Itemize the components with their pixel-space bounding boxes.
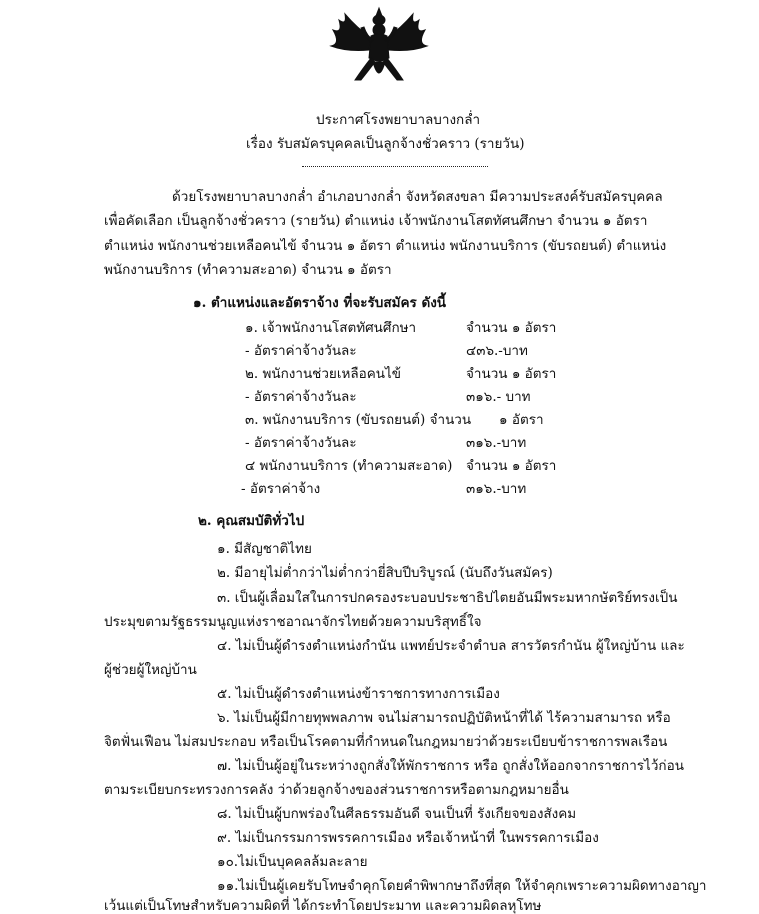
position-count: ๑ อัตรา (499, 412, 544, 428)
garuda-emblem-icon (327, 6, 432, 86)
qualification-item: ๙. ไม่เป็นกรรมการพรรคการเมือง หรือเจ้าหน้าที่ ในพรรคการเมือง (217, 830, 599, 846)
section1-heading: ๑. ตำแหน่งและอัตราจ้าง ที่จะรับสมัคร ดังนี้ (193, 295, 447, 311)
announcement-subject: เรื่อง รับสมัครบุคคลเป็นลูกจ้างชั่วคราว (รายวัน) (246, 136, 525, 152)
qualification-item: ๔. ไม่เป็นผู้ดำรงตำแหน่งกำนัน แพทย์ประจำตำบล สารวัตรกำนัน ผู้ใหญ่บ้าน และ (217, 638, 685, 654)
qualification-item: ๒. มีอายุไม่ต่ำกว่าไม่ต่ำกว่ายี่สิบปีบริบูรณ์ (นับถึงวันสมัคร) (217, 565, 553, 581)
position-name: ๑. เจ้าพนักงานโสตทัศนศึกษา (245, 320, 417, 336)
intro-line: ตำแหน่ง พนักงานช่วยเหลือคนไข้ จำนวน ๑ อัตรา ตำแหน่ง พนักงานบริการ (ขับรถยนต์) ตำแหน่ง (104, 238, 667, 254)
intro-line: เพื่อคัดเลือก เป็นลูกจ้างชั่วคราว (รายวัน) ตำแหน่ง เจ้าพนักงานโสตทัศนศึกษา จำนวน ๑ อัตรา (104, 213, 648, 229)
qualification-item: จิตฟั่นเฟือน ไม่สมประกอบ หรือเป็นโรคตามที่กำหนดในกฎหมายว่าด้วยระเบียบข้าราชการพลเรือน (104, 734, 668, 750)
qualification-item: ผู้ช่วยผู้ใหญ่บ้าน (104, 662, 197, 678)
section2-heading: ๒. คุณสมบัติทั่วไป (198, 513, 305, 529)
rate-label: - อัตราค่าจ้างวันละ (245, 389, 357, 405)
qualification-item: ประมุขตามรัฐธรรมนูญแห่งราชอาณาจักรไทยด้วยความบริสุทธิ์ใจ (104, 614, 482, 630)
qualification-item: ๑. มีสัญชาติไทย (217, 541, 312, 557)
qualification-item: ๕. ไม่เป็นผู้ดำรงตำแหน่งข้าราชการทางการเมือง (217, 686, 500, 702)
qualification-item: ๗. ไม่เป็นผู้อยู่ในระหว่างถูกสั่งให้พักราชการ หรือ ถูกสั่งให้ออกจากราชการไว้ก่อน (217, 758, 684, 774)
rate-value: ๓๑๖.- บาท (466, 389, 531, 405)
qualification-item: ๑๐.ไม่เป็นบุคคลล้มละลาย (217, 854, 368, 870)
qualification-item: ๘. ไม่เป็นผู้บกพร่องในศีลธรรมอันดี จนเป็นที่ รังเกียจของสังคม (217, 806, 577, 822)
position-count: จำนวน ๑ อัตรา (466, 458, 557, 474)
position-count: จำนวน ๑ อัตรา (466, 366, 557, 382)
intro-line: พนักงานบริการ (ทำความสะอาด) จำนวน ๑ อัตรา (104, 262, 392, 278)
rate-label: - อัตราค่าจ้างวันละ (245, 435, 357, 451)
position-count: จำนวน ๑ อัตรา (466, 320, 557, 336)
rate-label: - อัตราค่าจ้าง (241, 481, 321, 497)
rate-value: ๓๑๖.-บาท (466, 481, 527, 497)
rate-value: ๔๓๖.-บาท (466, 343, 528, 359)
qualification-item: เว้นแต่เป็นโทษสำหรับความผิดที่ ได้กระทำโดยประมาท และความผิดลหุโทษ (104, 898, 542, 914)
announcement-title: ประกาศโรงพยาบาลบางกล่ำ (316, 112, 481, 128)
rate-label: - อัตราค่าจ้างวันละ (245, 343, 357, 359)
intro-line: ด้วยโรงพยาบาลบางกล่ำ อำเภอบางกล่ำ จังหวัดสงขลา มีความประสงค์รับสมัครบุคคล (172, 189, 663, 205)
qualification-item: ตามระเบียบกระทรวงการคลัง ว่าด้วยลูกจ้างของส่วนราชการหรือตามกฎหมายอื่น (104, 782, 569, 798)
qualification-item: ๓. เป็นผู้เลื่อมใสในการปกครองระบอบประชาธิปไตยอันมีพระมหากษัตริย์ทรงเป็น (217, 590, 678, 606)
divider (302, 166, 488, 167)
rate-value: ๓๑๖.-บาท (466, 435, 527, 451)
position-name: ๓. พนักงานบริการ (ขับรถยนต์) จำนวน (245, 412, 472, 428)
qualification-item: ๖. ไม่เป็นผู้มีกายทุพพลภาพ จนไม่สามารถปฏิบัติหน้าที่ได้ ไร้ความสามารถ หรือ (217, 710, 671, 726)
qualification-item: ๑๑.ไม่เป็นผู้เคยรับโทษจำคุกโดยคำพิพากษาถึงที่สุด ให้จำคุกเพราะความผิดทางอาญา (217, 878, 707, 894)
position-name: ๔ พนักงานบริการ (ทำความสะอาด) (245, 458, 453, 474)
position-name: ๒. พนักงานช่วยเหลือคนไข้ (245, 366, 402, 382)
